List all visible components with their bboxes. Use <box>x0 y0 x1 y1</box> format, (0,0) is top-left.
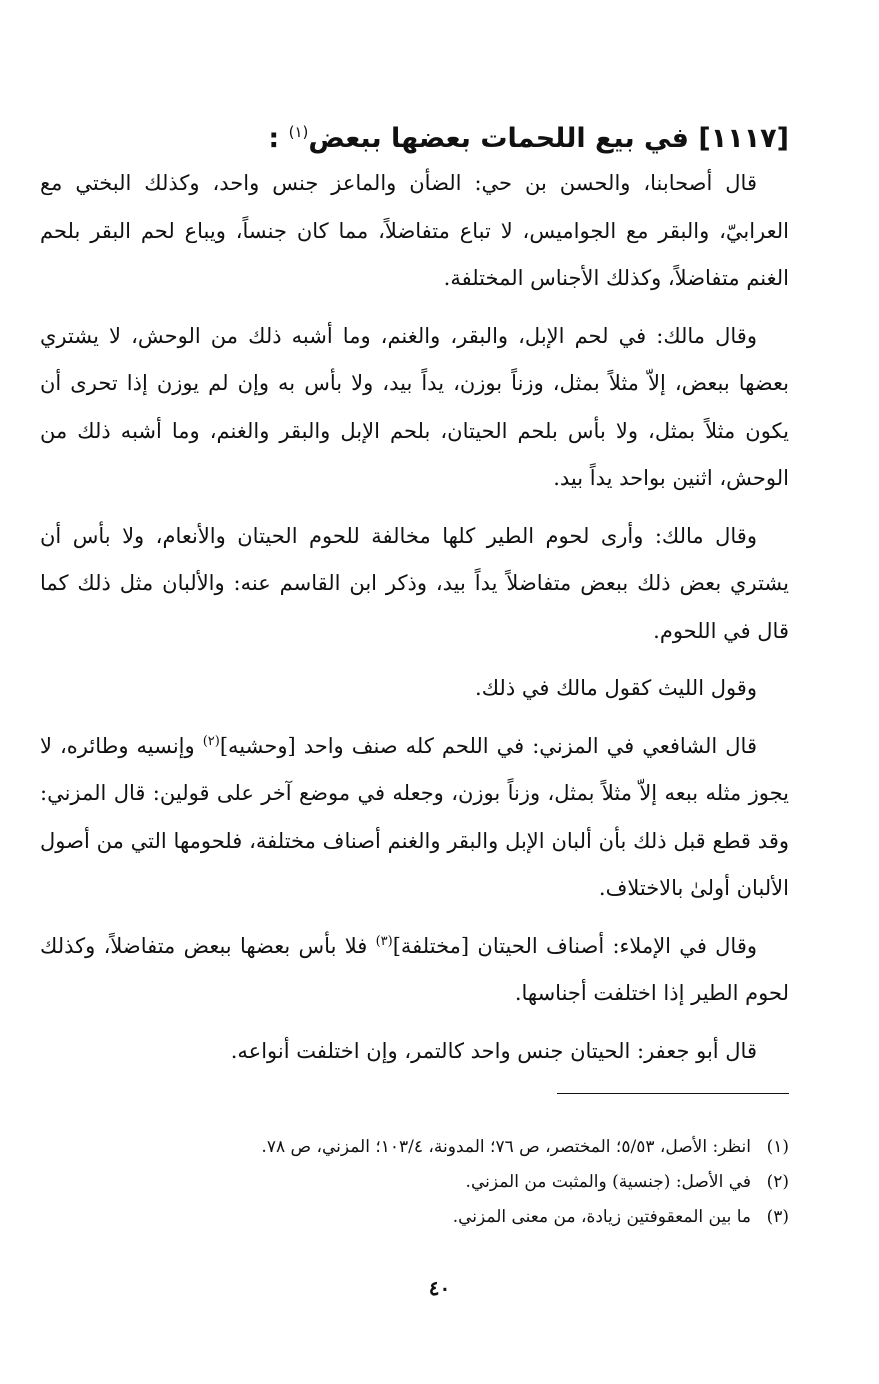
footnote-number: (٢) <box>766 1172 789 1192</box>
footnotes <box>40 1130 789 1235</box>
footnote-ref-3[interactable]: (٣) <box>375 933 393 949</box>
paragraph-1: قال أصحابنا، والحسن بن حي: الضأن والماعز جنس واحد، وكذلك البختي مع العرابيّ، والبقر مع الجواميس، لا تباع متفاضلاً، مما كان جنساً، ويباع لحم البقر بلحم الغنم متفاضلاً، وكذلك الأجناس المختلفة. <box>40 171 789 290</box>
footnote-ref-1[interactable]: (١) <box>288 123 309 141</box>
page-number: ٤٠ <box>428 1276 451 1300</box>
footnote-1 <box>40 1130 789 1165</box>
footnote-number: (٣) <box>766 1207 789 1227</box>
footnote-ref-2[interactable]: (٢) <box>202 733 220 749</box>
paragraph-3: وقال مالك: وأرى لحوم الطير كلها مخالفة للحوم الحيتان والأنعام، ولا بأس أن يشتري بعض ذلك ببعض متفاضلاً يداً بيد، وذكر ابن القاسم عنه: والألبان مثل ذلك كما قال في اللحوم. <box>40 523 789 643</box>
footnote-text: ما بين المعقوفتين زيادة، من معنى المزني. <box>452 1207 751 1227</box>
heading-colon: : <box>268 123 289 154</box>
section-title: في بيع اللحمات بعضها ببعض <box>308 123 689 154</box>
footnote-2 <box>40 1165 789 1200</box>
paragraph-4: وقول الليث كقول مالك في ذلك. <box>475 676 757 700</box>
footnote-text: في الأصل: (جنسية) والمثبت من المزني. <box>465 1172 751 1192</box>
footnote-divider <box>557 1093 789 1094</box>
main-text <box>40 160 789 1085</box>
footnote-text: انظر: الأصل، ٥/٥٣؛ المختصر، ص ٧٦؛ المدونة، ١٠٣/٤؛ المزني، ص ٧٨. <box>261 1137 751 1157</box>
paragraph-5: قال الشافعي في المزني: في اللحم كله صنف واحد [وحشيه]$^{(٢)}$ وإنسيه وطائره، لا يجوز مثله ببعه إلاّ مثلاً بمثل، وزناً بوزن، وجعله في موضع آخر على قولين: قال المزني: وقد قطع قبل ذلك بأن ألبان الإبل والبقر والغنم أصناف مختلفة، فلحومها التي من أصول الألبان أولىٰ بالاختلاف. <box>40 733 789 900</box>
section-heading <box>40 112 789 159</box>
footnote-3 <box>40 1200 789 1235</box>
section-number: [١١١٧] <box>698 123 789 154</box>
paragraph-6: وقال في الإملاء: أصناف الحيتان [مختلفة]$^{(٣)}$ فلا بأس بعضها ببعض متفاضلاً، وكذلك لحوم الطير إذا اختلفت أجناسها. <box>40 933 789 1005</box>
paragraph-7: قال أبو جعفر: الحيتان جنس واحد كالتمر، وإن اختلفت أنواعه. <box>230 1038 757 1063</box>
footnote-number: (١) <box>766 1137 789 1157</box>
paragraph-2: وقال مالك: في لحم الإبل، والبقر، والغنم، وما أشبه ذلك من الوحش، لا يشتري بعضها ببعض، إلاّ مثلاً بمثل، وزناً بوزن، يداً بيد، ولا بأس به وإن لم يوزن إذا تحرى أن يكون مثلاً بمثل، ولا بأس بلحم الحيتان، بلحم الإبل والبقر والغنم، وما أشبه ذلك من الوحش، اثنين بواحد يداً بيد. <box>40 323 789 490</box>
